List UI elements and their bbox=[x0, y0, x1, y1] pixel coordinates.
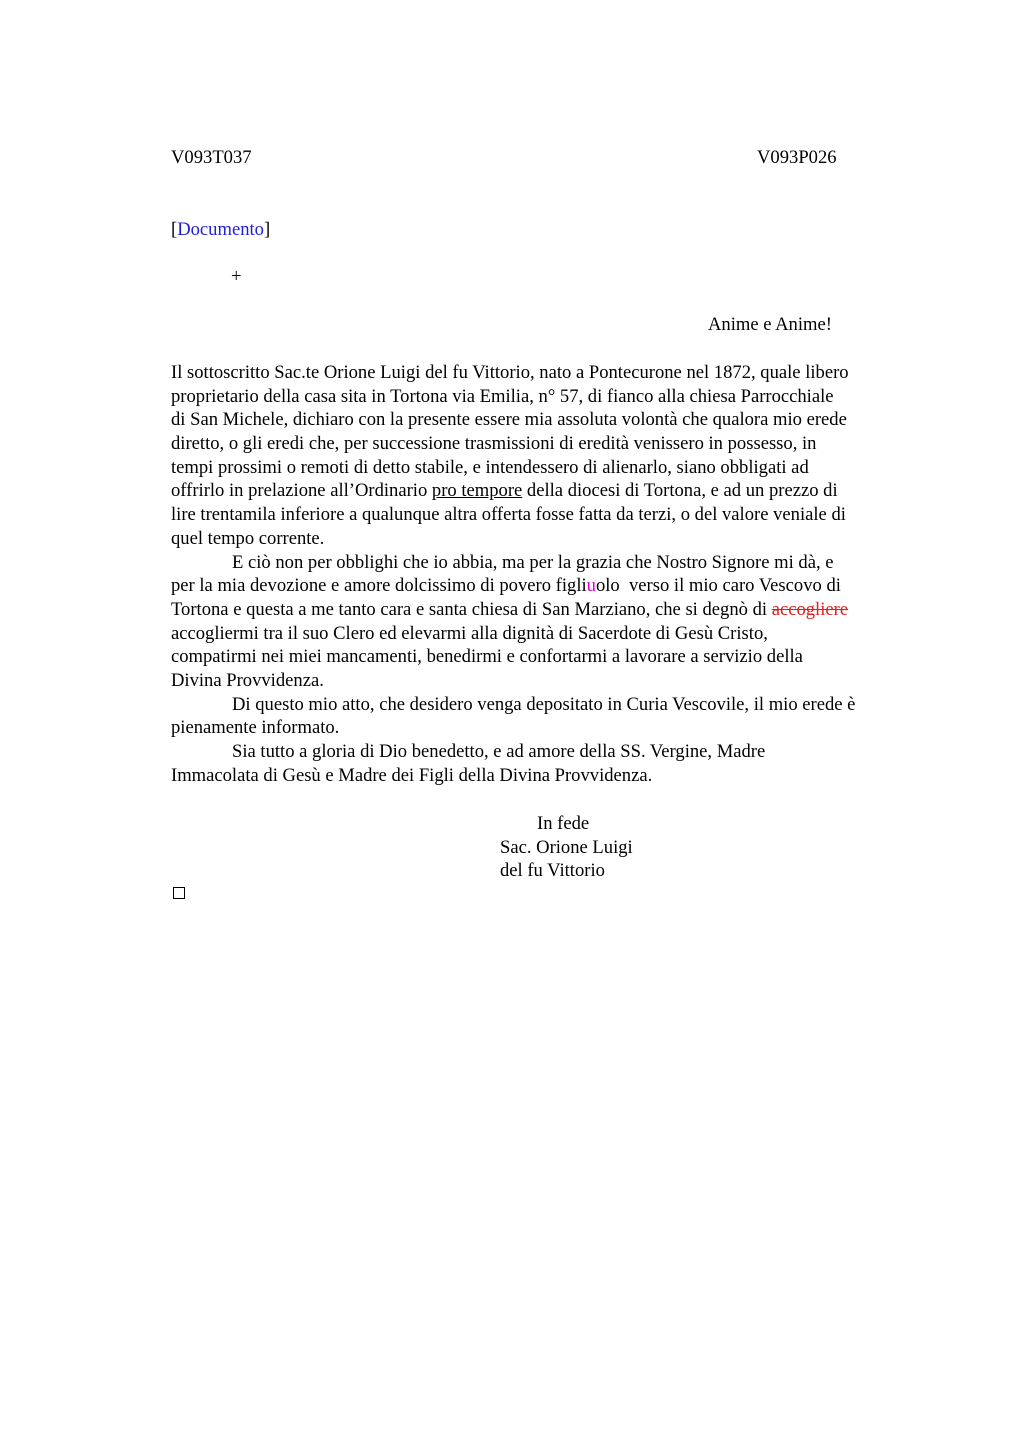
open-bracket: [ bbox=[171, 219, 178, 240]
body-line: proprietario della casa sita in Tortona via Emilia, n° 57, di fianco alla chiesa Parrocchiale bbox=[171, 385, 834, 407]
body-line: tempi prossimi o remoti di detto stabile, e intendessero di alienarlo, siano obbligati ad bbox=[171, 456, 809, 478]
body-line: Divina Provvidenza. bbox=[171, 669, 324, 691]
body-line: compatirmi nei miei mancamenti, benedirmi e confortarmi a lavorare a servizio della bbox=[171, 646, 803, 668]
letter-body bbox=[171, 361, 941, 787]
signature-father: del fu Vittorio bbox=[500, 860, 605, 882]
body-line: pienamente informato. bbox=[171, 717, 340, 739]
document-label bbox=[171, 218, 270, 242]
document-code-left: V093T037 bbox=[171, 147, 252, 168]
cross-symbol: + bbox=[231, 266, 242, 287]
document-code-right: V093P026 bbox=[757, 147, 837, 168]
body-line: quel tempo corrente. bbox=[171, 527, 325, 549]
underlined-pro-tempore: pro tempore bbox=[431, 480, 523, 502]
body-line: lire trentamila inferiore a qualunque altra offerta fosse fatta da terzi, o del valore veniale di bbox=[171, 504, 846, 526]
body-line: accogliermi tra il suo Clero ed elevarmi alla dignità di Sacerdote di Gesù Cristo, bbox=[171, 622, 768, 644]
body-line: di San Michele, dichiaro con la presente essere mia assoluta volontà che qualora mio erede bbox=[171, 409, 847, 431]
body-text-segment: offrirlo in prelazione all’Ordinario bbox=[171, 480, 432, 502]
greeting: Anime e Anime! bbox=[708, 314, 832, 335]
signature-in-fede: In fede bbox=[537, 813, 590, 834]
inserted-letter: u bbox=[586, 575, 596, 597]
body-text-segment: olo verso il mio caro Vescovo di bbox=[595, 575, 841, 597]
deleted-word: accogliere bbox=[771, 598, 849, 620]
body-text-segment: Tortona e questa a me tanto cara e santa chiesa di San Marziano, che si degnò di bbox=[171, 598, 772, 620]
end-square-icon bbox=[173, 887, 185, 899]
documento-link[interactable]: Documento bbox=[177, 219, 264, 240]
body-line: Di questo mio atto, che desidero venga depositato in Curia Vescovile, il mio erede è bbox=[232, 693, 856, 715]
signature-name: Sac. Orione Luigi bbox=[500, 836, 633, 858]
body-text-segment: per la mia devozione e amore dolcissimo di povero figli bbox=[171, 575, 587, 597]
signature-block bbox=[500, 812, 633, 883]
body-text-segment: della diocesi di Tortona, e ad un prezzo di bbox=[522, 480, 838, 502]
body-line: diretto, o gli eredi che, per successione trasmissioni di eredità venissero in possesso, in bbox=[171, 433, 817, 455]
body-line: E ciò non per obblighi che io abbia, ma per la grazia che Nostro Signore mi dà, e bbox=[232, 551, 834, 573]
body-line: Il sottoscritto Sac.te Orione Luigi del fu Vittorio, nato a Pontecurone nel 1872, quale libero bbox=[171, 362, 849, 383]
body-line: Immacolata di Gesù e Madre dei Figli della Divina Provvidenza. bbox=[171, 764, 653, 786]
body-line bbox=[171, 598, 941, 622]
body-line bbox=[171, 479, 941, 503]
body-line bbox=[171, 574, 941, 598]
close-bracket: ] bbox=[263, 219, 271, 240]
body-line: Sia tutto a gloria di Dio benedetto, e ad amore della SS. Vergine, Madre bbox=[232, 741, 766, 762]
